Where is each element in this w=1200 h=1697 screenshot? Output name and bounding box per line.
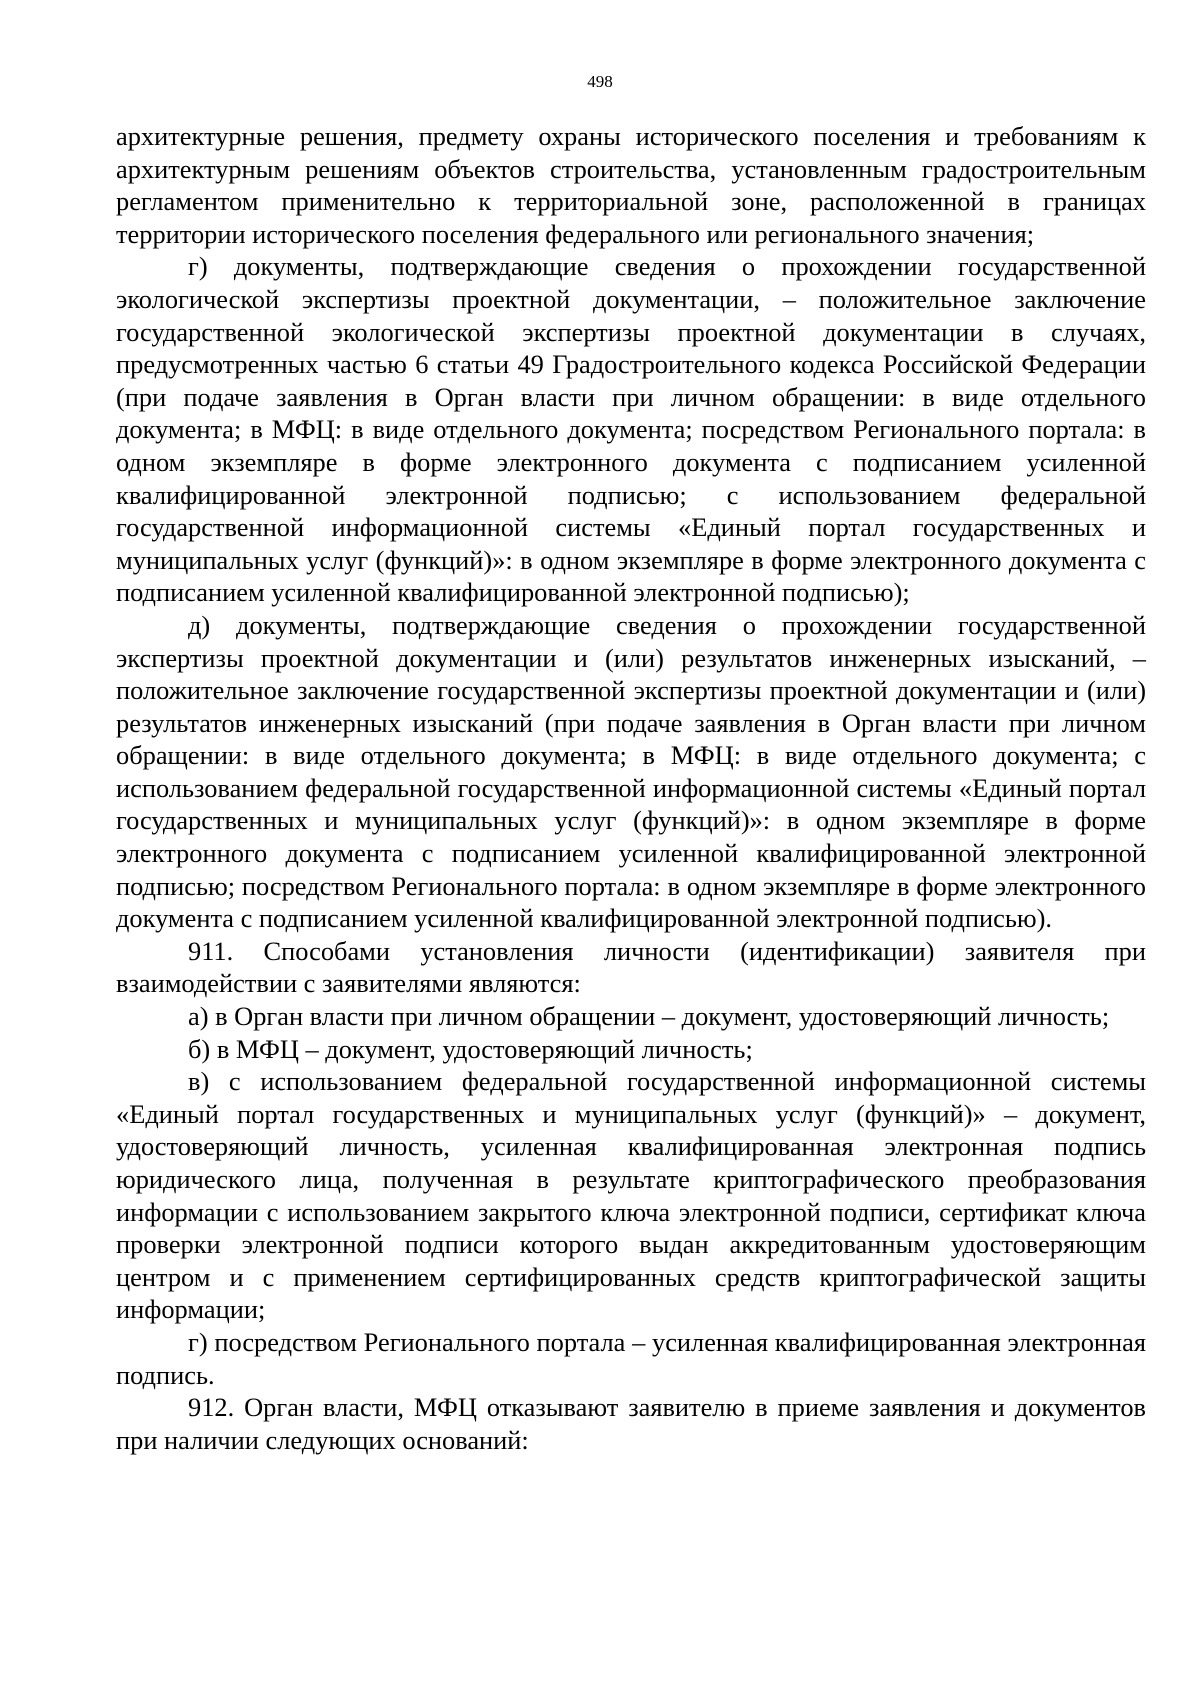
paragraph: в) с использованием федеральной государственной информационной системы «Единый портал государственных и муниципальных услуг (функций)» – документ, удостоверяющий личность, усиленная квалифицированная электронная подпись юридического лица, полученная в результате криптографического преобразования информации с использованием закрытого ключа электронной подписи, сертификат ключа проверки электронной подписи которого выдан аккредитованным удостоверяющим центром и с применением сертифицированных средств криптографической защиты информации; (116, 1066, 1146, 1325)
paragraph: г) посредством Регионального портала – усиленная квалифицированная электронная подпись. (116, 1326, 1146, 1390)
paragraph: б) в МФЦ – документ, удостоверяющий личность; (188, 1033, 753, 1064)
paragraph: архитектурные решения, предмету охраны исторического поселения и требованиям к архитектурным решениям объектов строительства, установленным градостроительным регламентом применительно к территориальной зоне, расположенной в границах территории исторического поселения федерального или регионального значения; (116, 121, 1146, 249)
page-number: 498 (587, 72, 613, 91)
paragraph: а) в Орган власти при личном обращении – документ, удостоверяющий личность; (188, 1001, 1110, 1032)
paragraph: г) документы, подтверждающие сведения о прохождении государственной экологической экспертизы проектной документации, – положительное заключение государственной экологической экспертизы проектной документации в случаях, предусмотренных частью 6 статьи 49 Градостроительного кодекса Российской Федерации (при подаче заявления в Орган власти при личном обращении: в виде отдельного документа; в МФЦ: в виде отдельного документа; посредством Регионального портала: в одном экземпляре в форме электронного документа с подписанием усиленной квалифицированной электронной подписью; с использованием федеральной государственной информационной системы «Единый портал государственных и муниципальных услуг (функций)»: в одном экземпляре в форме электронного документа с подписанием усиленной квалифицированной электронной подписью); (116, 251, 1146, 608)
paragraph: 911. Способами установления личности (идентификации) заявителя при взаимодействии с заявителями являются: (116, 935, 1146, 999)
paragraph: 912. Орган власти, МФЦ отказывают заявителю в приеме заявления и документов при наличии следующих оснований: (116, 1392, 1146, 1455)
document-body (116, 120, 1146, 1456)
paragraph: д) документы, подтверждающие сведения о прохождении государственной экспертизы проектной документации и (или) результатов инженерных изысканий, – положительное заключение государственной экспертизы проектной документации и (или) результатов инженерных изысканий (при подаче заявления в Орган власти при личном обращении: в виде отдельного документа; в МФЦ: в виде отдельного документа; с использованием федеральной государственной информационной системы «Единый портал государственных и муниципальных услуг (функций)»: в одном экземпляре в форме электронного документа с подписанием усиленной квалифицированной электронной подписью; посредством Регионального портала: в одном экземпляре в форме электронного документа с подписанием усиленной квалифицированной электронной подписью). (116, 609, 1146, 934)
